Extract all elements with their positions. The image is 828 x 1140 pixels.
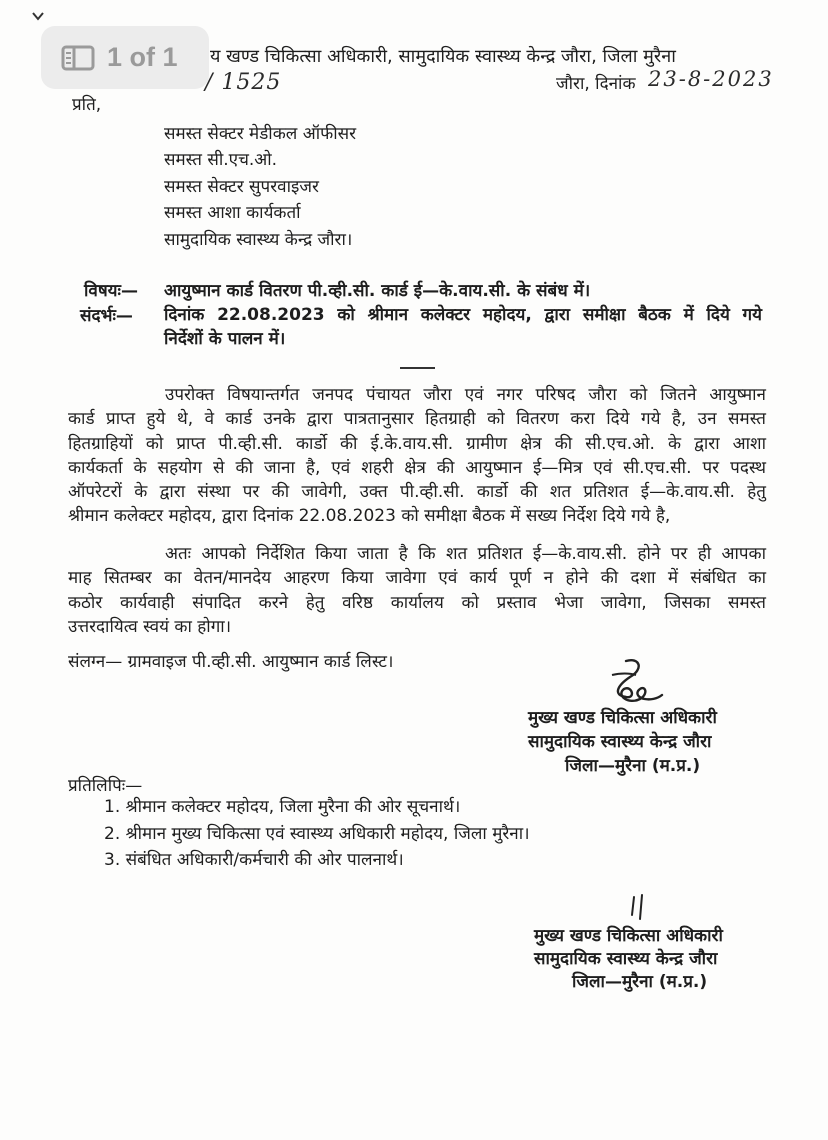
reference-number: / 1525	[205, 70, 282, 95]
body-line: अतः आपको निर्देशित किया जाता है कि शत प्रतिशत ई—के.वाय.सी. होने पर ही आपका	[165, 544, 766, 564]
copy-to-item: 1. श्रीमान कलेक्टर महोदय, जिला मुरैना की ओर सूचनार्थ।	[104, 797, 461, 817]
signatory-office: सामुदायिक स्वास्थ्य केन्द्र जौरा	[534, 949, 718, 969]
body-line: कठोर कार्यवाही संपादित करने हेतु वरिष्ठ कार्यालय को प्रस्ताव भेजा जावेगा, जिसका समस्त	[68, 592, 766, 613]
body-paragraph-1	[68, 383, 766, 529]
divider	[400, 367, 435, 369]
copy-to-item: 3. संबंधित अधिकारी/कर्मचारी की ओर पालनार्थ।	[104, 850, 404, 870]
signature-initial	[626, 893, 656, 923]
enclosure-note: संलग्न— ग्रामवाइज पी.व्ही.सी. आयुष्मान कार्ड लिस्ट।	[68, 652, 394, 672]
page-indicator[interactable]	[41, 26, 209, 89]
body-line: कार्ड प्राप्त हुये थे, वे कार्ड उनके द्वारा पात्रतानुसार हितग्राही को वितरण करा दिये गये है, उन समस्त	[68, 409, 766, 430]
signatory-district: जिला—मुरैना (म.प्र.)	[572, 972, 708, 992]
body-line: हितग्राहियों को प्राप्त पी.व्ही.सी. कार्डो की ई.के.वाय.सी. ग्रामीण क्षेत्र की सी.एच.ओ. के द्वारा आशा	[68, 433, 766, 454]
body-line: माह सितम्बर का वेतन/मानदेय आहरण किया जावेगा एवं कार्य पूर्ण न होने की दशा में संबंधित का	[68, 568, 766, 589]
signatory-district: जिला—मुरैना (म.प्र.)	[565, 756, 701, 776]
chevron-down-icon[interactable]	[31, 11, 45, 23]
recipient: सामुदायिक स्वास्थ्य केन्द्र जौरा।	[164, 230, 353, 250]
recipient: समस्त सेक्टर सुपरवाइजर	[164, 177, 319, 197]
signatory-title: मुख्य खण्ड चिकित्सा अधिकारी	[534, 926, 723, 946]
subject-text: आयुष्मान कार्ड वितरण पी.व्ही.सी. कार्ड ई—के.वाय.सी. के संबंध में।	[164, 281, 591, 301]
reference-label: संदर्भः—	[80, 306, 133, 326]
body-line: श्रीमान कलेक्टर महोदय, द्वारा दिनांक 22.08.2023 को समीक्षा बैठक में सख्य निर्देश दिये गये है,	[68, 506, 671, 527]
reference-line: दिनांक 22.08.2023 को श्रीमान कलेक्टर महोदय, द्वारा समीक्षा बैठक में दिये गये	[164, 305, 762, 325]
body-paragraph-2	[68, 542, 766, 639]
recipient: समस्त सी.एच.ओ.	[164, 150, 278, 170]
signature	[596, 655, 676, 710]
page-indicator-label: 1 of 1	[107, 42, 178, 72]
letter-date: 23-8-2023	[648, 67, 774, 91]
copy-to-label: प्रतिलिपिः—	[68, 776, 143, 796]
to-label: प्रति,	[72, 95, 102, 115]
copy-to-item: 2. श्रीमान मुख्य चिकित्सा एवं स्वास्थ्य अधिकारी महोदय, जिला मुरैना।	[104, 824, 530, 844]
body-line: उपरोक्त विषयान्तर्गत जनपद पंचायत जौरा एवं नगर परिषद जौरा को जितने आयुष्मान	[165, 385, 766, 405]
signatory-office: सामुदायिक स्वास्थ्य केन्द्र जौरा	[528, 732, 712, 752]
subject-label: विषयः—	[84, 281, 138, 301]
recipient: समस्त आशा कार्यकर्ता	[164, 203, 301, 223]
signatory-title: मुख्य खण्ड चिकित्सा अधिकारी	[528, 708, 717, 728]
reference-line: निर्देशों के पालन में।	[164, 329, 286, 350]
reference-text	[164, 303, 762, 352]
place-date-label: जौरा, दिनांक	[556, 74, 636, 94]
body-line: उत्तरदायित्व स्वयं का होगा।	[68, 616, 232, 637]
body-line: ऑपरेटरों के द्वारा संस्था पर की जावेगी, उक्त पी.व्ही.सी. कार्डो की शत प्रतिशत ई—के.वाय.सी. हेतु	[68, 482, 766, 503]
document-pages-icon	[61, 45, 95, 71]
body-line: कार्यकर्ता के सहयोग से की जाना है, एवं शहरी क्षेत्र की आयुष्मान ई—मित्र एवं सी.एच.सी. पर पदस्थ	[68, 457, 766, 478]
recipient: समस्त सेक्टर मेडीकल ऑफीसर	[164, 124, 357, 144]
office-header: य खण्ड चिकित्सा अधिकारी, सामुदायिक स्वास्थ्य केन्द्र जौरा, जिला मुरैना	[210, 46, 676, 67]
